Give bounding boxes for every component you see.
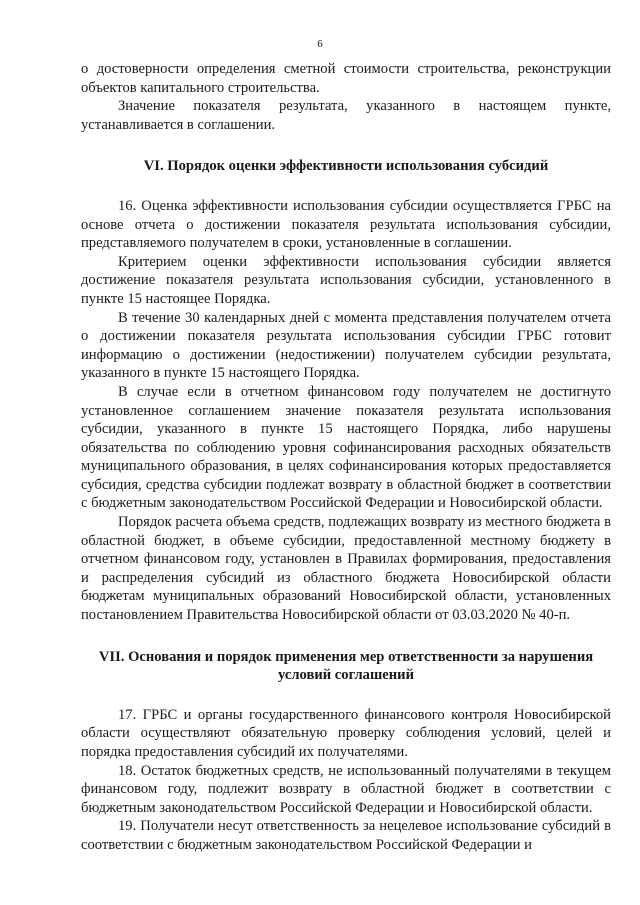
section-spacer — [81, 134, 611, 157]
section-heading: VI. Порядок оценки эффективности использования субсидий — [143, 158, 549, 175]
paragraph: 19. Получатели несут ответственность за нецелевое использование субсидий в соответствии с бюджетным законодательством Российской Федерации и — [81, 818, 611, 853]
section-spacer — [81, 176, 611, 197]
paragraph: 16. Оценка эффективности использования субсидии осуществляется ГРБС на основе отчета о достижении показателя результата использования субсидии, представляемого получателем в сроки, установленные в соглашении. — [81, 197, 611, 252]
paragraph: 17. ГРБС и органы государственного финансового контроля Новосибирской области осуществляют обязательную проверку соблюдения условий, целей и порядка предоставления субсидий их получателями. — [81, 706, 611, 760]
paragraph: В случае если в отчетном финансовом году получателем не достигнуто установленное соглашением значение показателя результата использования субсидии, указанного в пункте 15 настоящего Порядка, либо нарушены обязательства по соблюдению уровня софинансирования расходных обязательств муниципального образования, в целях софинансирования которых предоставляется субсидия, средства субсидии подлежат возврату в областной бюджет в соответствии с бюджетным законодательством Российской Федерации и Новосибирской области. — [81, 383, 611, 512]
section-spacer — [81, 625, 611, 648]
paragraph: Значение показателя результата, указанного в настоящем пункте, устанавливается в соглашении. — [81, 98, 611, 133]
paragraph: В течение 30 календарных дней с момента представления получателем отчета о достижении показателя результата использования субсидии ГРБС готовит информацию о достижении (недостижении) получателем субсидии результата, указанного в пункте 15 настоящего Порядка. — [81, 309, 611, 382]
paragraph: Порядок расчета объема средств, подлежащих возврату из местного бюджета в областной бюджет, в объеме субсидии, предоставленной местному бюджету в отчетном финансовом году, установлен в Правилах формирования, предоставления и распределения субсидий из областного бюджета Новосибирской области бюджетам муниципальных образований Новосибирской области, установленных постановлением Правительства Новосибирской области от 03.03.2020 № 40-п. — [81, 514, 611, 624]
section-spacer — [81, 685, 611, 706]
paragraph: Критерием оценки эффективности использования субсидии является достижение показателя результата использования субсидии, установленного в пункте 15 настоящее Порядка. — [81, 253, 611, 307]
section-heading: VII. Основания и порядок применения мер ответственности за нарушения условий соглашений — [98, 648, 594, 684]
document-body — [81, 60, 611, 855]
page-number: 6 — [317, 38, 323, 50]
paragraph: о достоверности определения сметной стоимости строительства, реконструкции объектов капитального строительства. — [81, 61, 611, 96]
paragraph: 18. Остаток бюджетных средств, не использованный получателями в текущем финансовом году, подлежит возврату в областной бюджет в соответствии с бюджетным законодательством Российской Федерации и Новосибирской области. — [81, 762, 611, 816]
